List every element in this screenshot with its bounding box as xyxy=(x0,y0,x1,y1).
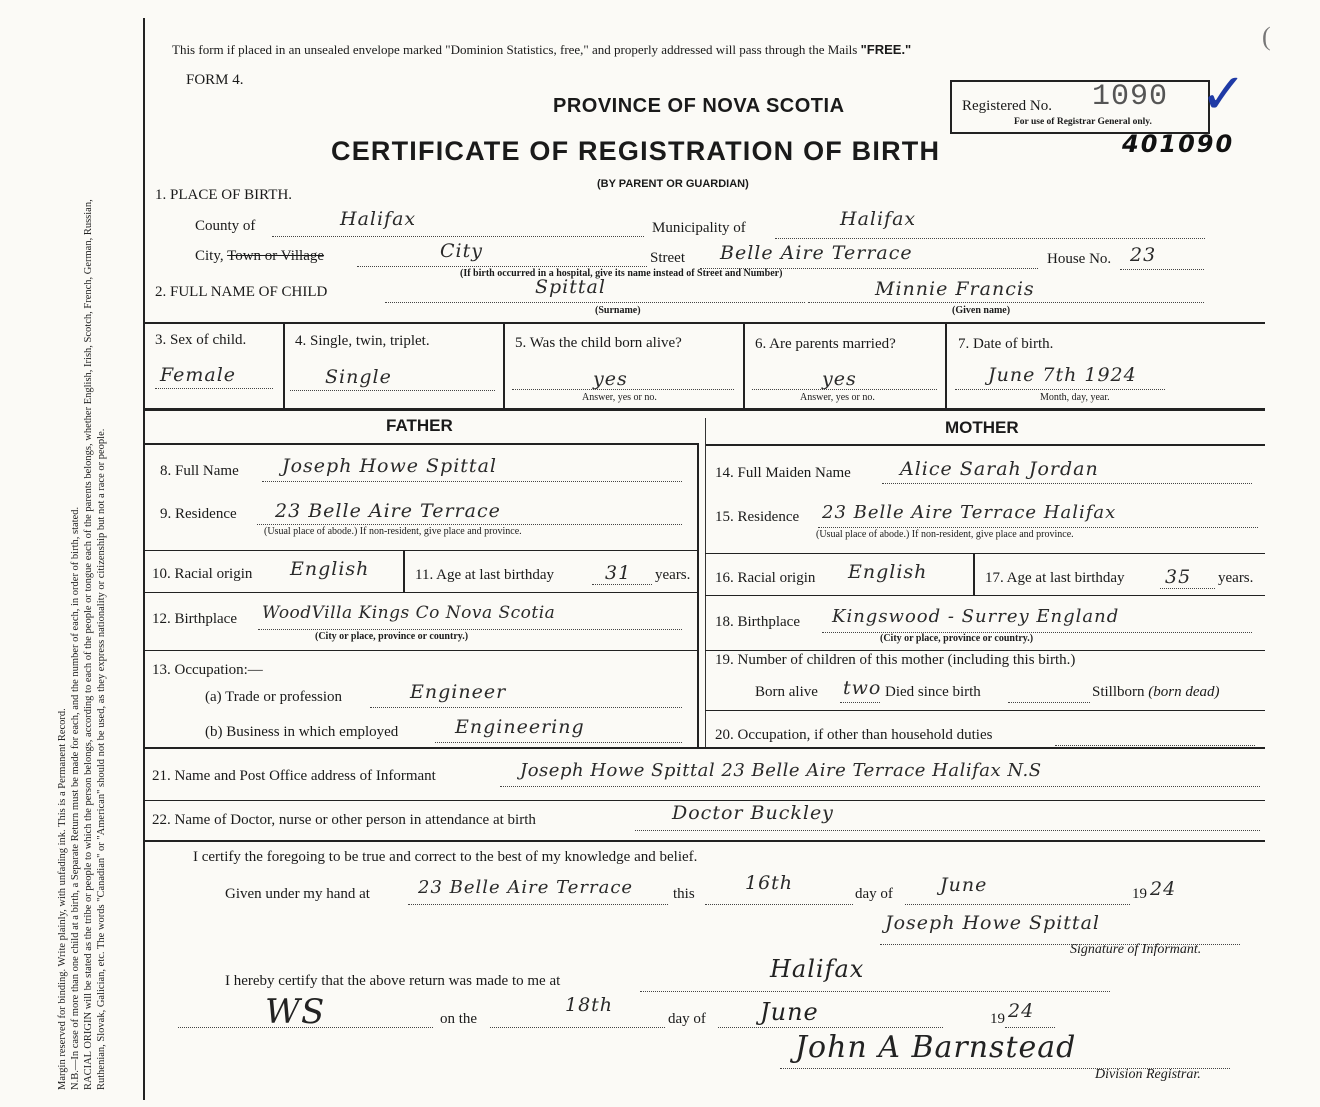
mother-name-label: 14. Full Maiden Name xyxy=(715,465,851,481)
stillborn-note: (born dead) xyxy=(1148,684,1220,700)
page-subtitle: (BY PARENT OR GUARDIAN) xyxy=(597,178,749,190)
born-alive-label: 5. Was the child born alive? xyxy=(515,335,682,351)
registrar-year-value: 24 xyxy=(1008,1000,1035,1022)
sidebar-line-2: N.B.—In case of more than one child at a birth, a Separate Return must be made for each, and the number of each, in order of birth, stated. xyxy=(70,506,81,1090)
mail-notice-text: This form if placed in an unsealed envelope marked "Dominion Statistics, free," and properly addressed will pass through the Mails xyxy=(172,42,861,57)
certification-year-value: 24 xyxy=(1150,878,1177,900)
municipality-label: Municipality of xyxy=(652,220,746,236)
mother-children-label: 19. Number of children of this mother (including this birth.) xyxy=(715,652,1076,668)
mother-age-label: 17. Age at last birthday xyxy=(985,570,1125,586)
certification-statement: I certify the foregoing to be true and correct to the best of my knowledge and belief. xyxy=(193,849,698,865)
registrar-day-value: 18th xyxy=(565,994,614,1016)
mail-notice-free: "FREE." xyxy=(860,42,912,57)
informant-signature-caption: Signature of Informant. xyxy=(1070,942,1202,957)
died-since-birth-label: Died since birth xyxy=(885,684,981,700)
mother-residence-value: 23 Belle Aire Terrace Halifax xyxy=(822,502,1117,523)
registered-value: 1090 xyxy=(1092,80,1169,114)
father-birthplace-value: WoodVilla Kings Co Nova Scotia xyxy=(262,603,556,623)
father-trade-label: (a) Trade or profession xyxy=(205,689,343,705)
registrar-year-line xyxy=(1005,1027,1055,1028)
parents-married-caption: Answer, yes or no. xyxy=(800,392,875,403)
plurality-label: 4. Single, twin, triplet. xyxy=(295,333,430,349)
city-value: City xyxy=(440,240,483,262)
father-age-label: 11. Age at last birthday xyxy=(415,567,554,583)
sidebar-notes xyxy=(56,199,108,1090)
father-racial-top-rule xyxy=(145,550,697,551)
municipality-value: Halifax xyxy=(840,208,917,230)
sex-value: Female xyxy=(160,364,237,386)
father-age-line xyxy=(592,584,652,585)
father-occupation-top-rule xyxy=(145,650,697,651)
given-name-line xyxy=(808,302,1204,303)
house-line xyxy=(1120,269,1204,270)
registrar-day-line xyxy=(490,1027,665,1028)
father-residence-value: 23 Belle Aire Terrace xyxy=(275,500,501,522)
father-birthplace-caption: (City or place, province or country.) xyxy=(315,631,469,642)
sidebar-line-3: RACIAL ORIGIN will be stated as the tribe or people to which the person belongs, according to each of the people or tongue each of the parents belongs, whether English, Irish, Scotch, French, German, Russian, xyxy=(83,199,94,1090)
registrar-month-line xyxy=(718,1027,943,1028)
given-name-value: Minnie Francis xyxy=(875,278,1035,300)
certification-year-prefix: 19 xyxy=(1132,886,1147,902)
given-place-value: 23 Belle Aire Terrace xyxy=(418,877,634,898)
child-name-label: 2. FULL NAME OF CHILD xyxy=(155,284,328,300)
doctor-label: 22. Name of Doctor, nurse or other person in attendance at birth xyxy=(152,812,536,828)
plurality-value: Single xyxy=(325,366,392,388)
check-mark-icon: ✓ xyxy=(1200,62,1247,127)
mother-residence-caption: (Usual place of abode.) If non-resident, give place and province. xyxy=(816,529,1074,540)
doctor-top-rule xyxy=(145,800,1265,801)
father-age-unit: years. xyxy=(655,567,691,583)
mother-heading: MOTHER xyxy=(945,418,1019,437)
parents-married-line xyxy=(752,389,937,390)
certification-month-value: June xyxy=(940,874,988,896)
father-racial-value: English xyxy=(290,558,370,580)
born-alive-value: yes xyxy=(593,368,628,390)
born-alive-count-label: Born alive xyxy=(755,684,818,700)
sex-line xyxy=(155,388,273,389)
mother-name-value: Alice Sarah Jordan xyxy=(900,458,1099,480)
mother-age-value: 35 xyxy=(1165,566,1192,588)
registrar-initials-line xyxy=(178,1027,433,1028)
mother-occupation-line xyxy=(1055,745,1255,746)
born-alive-count-line xyxy=(840,702,880,703)
date-of-birth-label: 7. Date of birth. xyxy=(958,336,1054,352)
city-label xyxy=(195,248,324,265)
born-alive-count-value: two xyxy=(843,677,882,699)
father-business-value: Engineering xyxy=(455,716,585,738)
registrar-on-the-label: on the xyxy=(440,1011,478,1027)
county-line xyxy=(272,236,644,237)
date-of-birth-caption: Month, day, year. xyxy=(1040,392,1110,403)
certification-top-rule xyxy=(145,840,1265,842)
stillborn-label xyxy=(1092,684,1220,701)
province-title: PROVINCE OF NOVA SCOTIA xyxy=(553,95,845,117)
municipality-line xyxy=(775,238,1205,239)
father-residence-label: 9. Residence xyxy=(160,506,237,522)
mother-age-line xyxy=(1160,588,1215,589)
doctor-line xyxy=(635,830,1260,831)
father-heading: FATHER xyxy=(386,416,453,435)
father-residence-line xyxy=(257,524,682,525)
registrar-initials: WS xyxy=(265,992,326,1032)
parents-married-label: 6. Are parents married? xyxy=(755,336,896,352)
row-3-7-top-rule xyxy=(145,322,1265,324)
mother-racial-top-rule xyxy=(705,553,1265,554)
father-heading-rule xyxy=(145,443,697,445)
street-label: Street xyxy=(650,250,685,266)
father-birthplace-line xyxy=(258,629,682,630)
father-birthplace-label: 12. Birthplace xyxy=(152,611,237,627)
street-value: Belle Aire Terrace xyxy=(720,242,913,264)
father-racial-label: 10. Racial origin xyxy=(152,566,253,582)
mother-name-line xyxy=(882,483,1252,484)
mother-birthplace-label: 18. Birthplace xyxy=(715,614,800,630)
mother-residence-line xyxy=(818,527,1258,528)
this-label: this xyxy=(673,886,695,902)
parents-top-rule xyxy=(145,410,1265,411)
father-business-line xyxy=(435,742,682,743)
father-name-label: 8. Full Name xyxy=(160,463,239,479)
father-occupation-label: 13. Occupation:— xyxy=(152,662,263,678)
registrar-month-value: June xyxy=(760,998,819,1026)
father-business-label: (b) Business in which employed xyxy=(205,724,399,740)
certification-day-label: day of xyxy=(855,886,893,902)
mother-racial-label: 16. Racial origin xyxy=(715,570,816,586)
county-label: County of xyxy=(195,218,256,234)
informant-top-rule xyxy=(145,747,1265,749)
father-name-line xyxy=(262,481,682,482)
mother-birthplace-caption: (City or place, province or country.) xyxy=(880,633,1034,644)
registered-label: Registered No. xyxy=(962,98,1052,114)
hospital-note: (If birth occurred in a hospital, give its name instead of Street and Number) xyxy=(460,268,783,279)
registrar-statement: I hereby certify that the above return was made to me at xyxy=(225,973,561,989)
place-of-birth-heading: 1. PLACE OF BIRTH. xyxy=(155,187,293,203)
form-number: FORM 4. xyxy=(186,72,244,88)
binding-margin-rule xyxy=(143,18,145,1100)
registrar-place-line xyxy=(640,991,1110,992)
mother-racial-value: English xyxy=(848,561,928,583)
mail-notice xyxy=(172,42,911,58)
father-name-value: Joseph Howe Spittal xyxy=(282,455,497,477)
registrar-place-value: Halifax xyxy=(770,955,865,983)
mother-racial-bottom-rule xyxy=(705,595,1265,596)
certification-day-value: 16th xyxy=(745,872,794,894)
born-alive-caption: Answer, yes or no. xyxy=(582,392,657,403)
page-title: CERTIFICATE OF REGISTRATION OF BIRTH xyxy=(331,136,941,166)
stillborn-text: Stillborn xyxy=(1092,684,1145,700)
mother-column-rule xyxy=(705,418,706,748)
house-label: House No. xyxy=(1047,251,1112,267)
father-racial-divider xyxy=(403,550,405,592)
informant-line xyxy=(500,786,1260,787)
certification-month-line xyxy=(905,904,1130,905)
mother-occupation-label: 20. Occupation, if other than household duties xyxy=(715,727,993,743)
town-village-label: Town or Village xyxy=(227,248,325,264)
sidebar-line-4: Ruthenian, Slovak, Galician, etc. The words "Canadian" or "American" should not be used, as they express nationality or citizenship but not a race or people. xyxy=(96,428,107,1090)
given-name-caption: (Given name) xyxy=(952,305,1011,316)
died-since-birth-line xyxy=(1008,702,1090,703)
registrar-day-label: day of xyxy=(668,1011,706,1027)
box-divider-3 xyxy=(743,324,745,408)
informant-label: 21. Name and Post Office address of Informant xyxy=(152,768,436,784)
mother-racial-divider xyxy=(973,553,975,595)
date-of-birth-value: June 7th 1924 xyxy=(988,364,1137,386)
certification-day-line xyxy=(705,904,853,905)
handwritten-number: 401090 xyxy=(1122,130,1235,158)
father-racial-bottom-rule xyxy=(145,592,697,593)
mother-birthplace-value: Kingswood - Surrey England xyxy=(832,606,1120,627)
father-age-value: 31 xyxy=(605,562,632,584)
mother-heading-rule xyxy=(705,444,1265,446)
box-divider-4 xyxy=(945,324,947,408)
surname-caption: (Surname) xyxy=(595,305,641,316)
corner-mark: ( xyxy=(1262,22,1271,51)
registrar-caption: Division Registrar. xyxy=(1095,1067,1201,1082)
given-under-label: Given under my hand at xyxy=(225,886,370,902)
city-label-text: City, xyxy=(195,248,224,264)
box-divider-1 xyxy=(283,324,285,408)
parents-married-value: yes xyxy=(822,368,857,390)
father-trade-line xyxy=(370,707,682,708)
box-divider-2 xyxy=(503,324,505,408)
registrar-year-prefix: 19 xyxy=(990,1011,1005,1027)
registrar-note: For use of Registrar General only. xyxy=(1014,117,1152,127)
date-of-birth-line xyxy=(955,389,1165,390)
city-line xyxy=(357,266,647,267)
mother-children-top-rule xyxy=(705,650,1265,651)
mother-residence-label: 15. Residence xyxy=(715,509,800,525)
surname-line xyxy=(385,302,805,303)
born-alive-line xyxy=(512,389,734,390)
father-column-rule xyxy=(697,443,699,747)
sex-label: 3. Sex of child. xyxy=(155,332,247,348)
informant-signature: Joseph Howe Spittal xyxy=(885,912,1100,934)
registrar-signature: John A Barnstead xyxy=(795,1030,1077,1065)
house-value: 23 xyxy=(1130,244,1157,266)
county-value: Halifax xyxy=(340,208,417,230)
registered-number-box xyxy=(950,80,1210,134)
doctor-value: Doctor Buckley xyxy=(672,802,834,824)
sidebar-line-1: Margin reserved for binding. Write plainly, with unfading ink. This is a Permanent Record. xyxy=(57,708,68,1090)
surname-value: Spittal xyxy=(535,276,606,298)
plurality-line xyxy=(290,390,495,391)
mother-age-unit: years. xyxy=(1218,570,1254,586)
father-residence-caption: (Usual place of abode.) If non-resident, give place and province. xyxy=(264,526,522,537)
mother-occupation-top-rule xyxy=(705,710,1265,711)
given-place-line xyxy=(408,904,668,905)
informant-value: Joseph Howe Spittal 23 Belle Aire Terrace Halifax N.S xyxy=(520,760,1042,781)
father-trade-value: Engineer xyxy=(410,681,507,703)
